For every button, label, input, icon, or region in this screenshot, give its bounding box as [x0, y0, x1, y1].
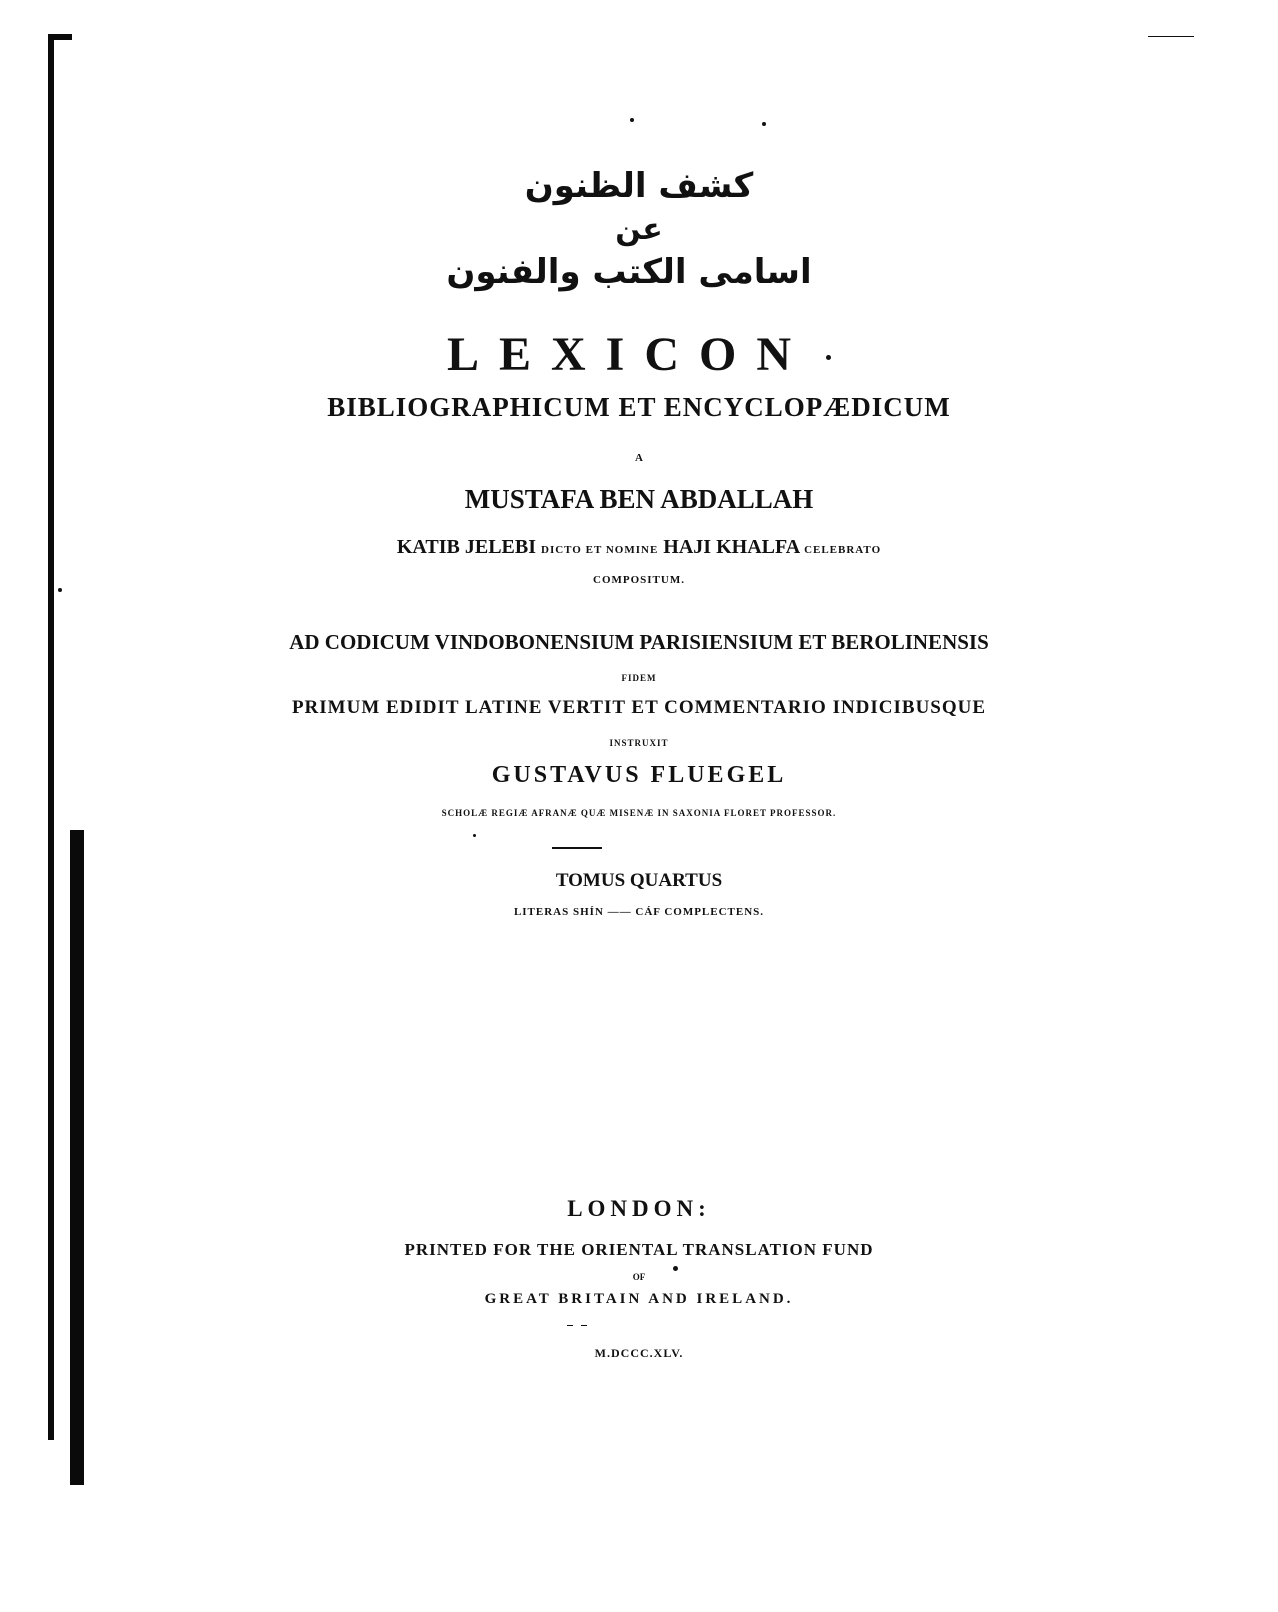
compositum-label: COMPOSITUM. [593, 574, 685, 586]
small-dash [581, 1325, 587, 1326]
scan-binding-edge-lower [70, 830, 84, 1485]
edidit-line: PRIMUM EDIDIT LATINE VERTIT ET COMMENTARIO INDICIBUSQUE [291, 697, 987, 718]
speck [673, 1266, 678, 1271]
speck [630, 118, 634, 122]
author-note-small: DICTO ET NOMINE [541, 544, 659, 556]
volume-label: TOMUS QUARTUS [555, 870, 723, 891]
arabic-title-line-3: اسامى الكتب والفنون [446, 252, 812, 292]
imprint-country: GREAT BRITAIN AND IRELAND. [484, 1291, 794, 1307]
editor-name: GUSTAVUS FLUEGEL [491, 762, 787, 788]
author-note-small-2: CELEBRATO [804, 544, 882, 556]
editor-affiliation: SCHOLÆ REGIÆ AFRANÆ QUÆ MISENÆ IN SAXONIA FLORET PROFESSOR. [441, 808, 837, 818]
imprint-of: OF [632, 1272, 646, 1282]
speck [58, 588, 62, 592]
instruxit-label: INSTRUXIT [609, 738, 669, 748]
divider-rule [552, 847, 602, 849]
scan-top-right-mark [1148, 36, 1194, 37]
page-title: LEXICON [446, 328, 812, 381]
scan-top-corner [48, 34, 72, 40]
small-dash [567, 1325, 573, 1326]
volume-contents: LITERAS SHÍN —— CÁF COMPLECTENS. [513, 906, 765, 918]
author-alias: KATIB JELEBI [396, 536, 536, 558]
speck [762, 122, 766, 126]
imprint-place: LONDON: [567, 1196, 711, 1221]
fidem-label: FIDEM [621, 673, 657, 683]
imprint-year: M.DCCC.XLV. [594, 1346, 684, 1360]
author-line [0, 536, 1278, 559]
codices-line: AD CODICUM VINDOBONENSIUM PARISIENSIUM ET BEROLINENSIS [289, 630, 989, 654]
arabic-title-line-2: عن [615, 212, 663, 247]
imprint-printer: PRINTED FOR THE ORIENTAL TRANSLATION FUND [404, 1240, 874, 1259]
page-subtitle: BIBLIOGRAPHICUM ET ENCYCLOPÆDICUM [327, 392, 951, 422]
speck [473, 834, 476, 837]
arabic-title-line-1: كشف الظنون [524, 166, 754, 206]
preposition-a: A [635, 452, 643, 464]
author-name: MUSTAFA BEN ABDALLAH [464, 484, 814, 514]
author-honorific: HAJI KHALFA [663, 536, 800, 558]
